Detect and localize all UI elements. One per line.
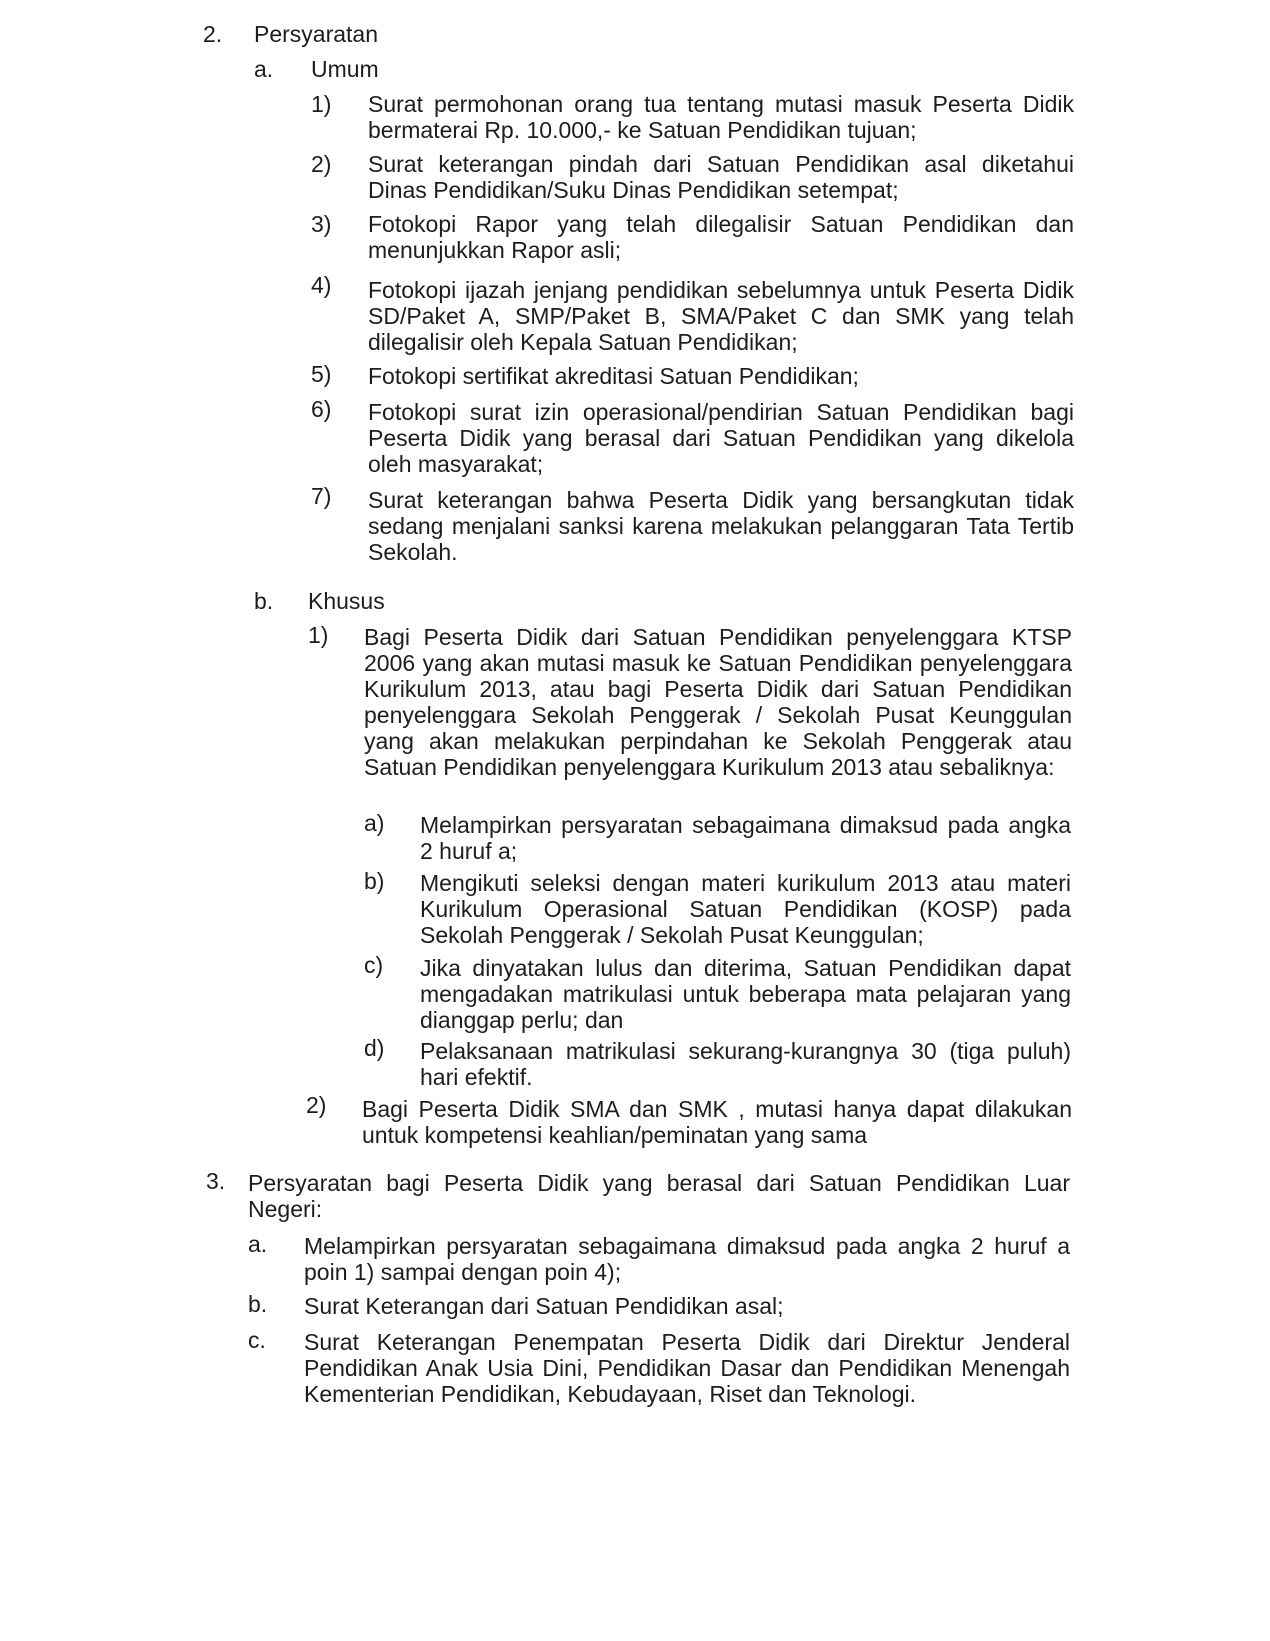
section-3-item-b-label: b. [248, 1291, 268, 1317]
section-3-item-b-text: Surat Keterangan dari Satuan Pendidikan asal; [304, 1293, 784, 1319]
section-3-number: 3. [206, 1168, 226, 1194]
section-3-item-a-text: Melampirkan persyaratan sebagaimana dimaksud pada angka 2 huruf a poin 1) sampai dengan poin 4); [304, 1233, 1070, 1285]
subsection-b-label: b. [254, 588, 274, 614]
section-2-number: 2. [203, 21, 223, 47]
section-3-item-c-label: c. [248, 1327, 266, 1353]
khusus-subitem-c-text: Jika dinyatakan lulus dan diterima, Satuan Pendidikan dapat mengadakan matrikulasi untuk beberapa mata pelajaran yang dianggap perlu; dan [420, 955, 1071, 1033]
khusus-subitem-a-number: a) [364, 810, 385, 836]
khusus-item-2-number: 2) [306, 1092, 327, 1118]
khusus-subitem-b-number: b) [364, 868, 385, 894]
umum-item-7-number: 7) [311, 483, 332, 509]
umum-item-1-number: 1) [311, 91, 332, 117]
umum-item-2-text: Surat keterangan pindah dari Satuan Pendidikan asal diketahui Dinas Pendidikan/Suku Dinas Pendidikan setempat; [368, 151, 1074, 203]
subsection-a-title: Umum [311, 56, 379, 82]
umum-item-3-text: Fotokopi Rapor yang telah dilegalisir Satuan Pendidikan dan menunjukkan Rapor asli; [368, 211, 1074, 263]
khusus-subitem-b-text: Mengikuti seleksi dengan materi kurikulum 2013 atau materi Kurikulum Operasional Satuan Pendidikan (KOSP) pada Sekolah Penggerak / Sekolah Pusat Keunggulan; [420, 870, 1071, 948]
umum-item-7-text: Surat keterangan bahwa Peserta Didik yang bersangkutan tidak sedang menjalani sanksi karena melakukan pelanggaran Tata Tertib Sekolah. [368, 487, 1074, 565]
khusus-item-1-number: 1) [308, 622, 329, 648]
subsection-a-label: a. [254, 56, 274, 82]
khusus-subitem-a-text: Melampirkan persyaratan sebagaimana dimaksud pada angka 2 huruf a; [420, 812, 1071, 864]
khusus-item-1-text: Bagi Peserta Didik dari Satuan Pendidikan penyelenggara KTSP 2006 yang akan mutasi masuk ke Satuan Pendidikan penyelenggara Kurikulum 2013, atau bagi Peserta Didik dari Satuan Pendidikan penyelenggara Sekolah Penggerak / Sekolah Pusat Keunggulan yang akan melakukan perpindahan ke Sekolah Penggerak atau Satuan Pendidikan penyelenggara Kurikulum 2013 atau sebaliknya: [364, 624, 1072, 780]
umum-item-6-number: 6) [311, 396, 332, 422]
section-2-title: Persyaratan [254, 21, 379, 47]
umum-item-5-number: 5) [311, 361, 332, 387]
umum-item-6-text: Fotokopi surat izin operasional/pendirian Satuan Pendidikan bagi Peserta Didik yang berasal dari Satuan Pendidikan yang dikelola oleh masyarakat; [368, 399, 1074, 477]
umum-item-1-text: Surat permohonan orang tua tentang mutasi masuk Peserta Didik bermaterai Rp. 10.000,- ke Satuan Pendidikan tujuan; [368, 91, 1074, 143]
khusus-subitem-d-number: d) [364, 1035, 385, 1061]
khusus-item-2-text: Bagi Peserta Didik SMA dan SMK , mutasi hanya dapat dilakukan untuk kompetensi keahlian/peminatan yang sama [362, 1096, 1072, 1148]
section-3-item-a-label: a. [248, 1231, 268, 1257]
umum-item-3-number: 3) [311, 211, 332, 237]
section-3-item-c-text: Surat Keterangan Penempatan Peserta Didik dari Direktur Jenderal Pendidikan Anak Usia Dini, Pendidikan Dasar dan Pendidikan Menengah Kementerian Pendidikan, Kebudayaan, Riset dan Teknologi. [304, 1329, 1070, 1407]
khusus-subitem-c-number: c) [364, 952, 384, 978]
section-3-title: Persyaratan bagi Peserta Didik yang berasal dari Satuan Pendidikan Luar Negeri: [248, 1170, 1070, 1222]
umum-item-4-text: Fotokopi ijazah jenjang pendidikan sebelumnya untuk Peserta Didik SD/Paket A, SMP/Paket B, SMA/Paket C dan SMK yang telah dilegalisir oleh Kepala Satuan Pendidikan; [368, 277, 1074, 355]
umum-item-5-text: Fotokopi sertifikat akreditasi Satuan Pendidikan; [368, 363, 859, 389]
khusus-subitem-d-text: Pelaksanaan matrikulasi sekurang-kurangnya 30 (tiga puluh) hari efektif. [420, 1038, 1071, 1090]
umum-item-2-number: 2) [311, 151, 332, 177]
subsection-b-title: Khusus [308, 588, 385, 614]
umum-item-4-number: 4) [311, 272, 332, 298]
